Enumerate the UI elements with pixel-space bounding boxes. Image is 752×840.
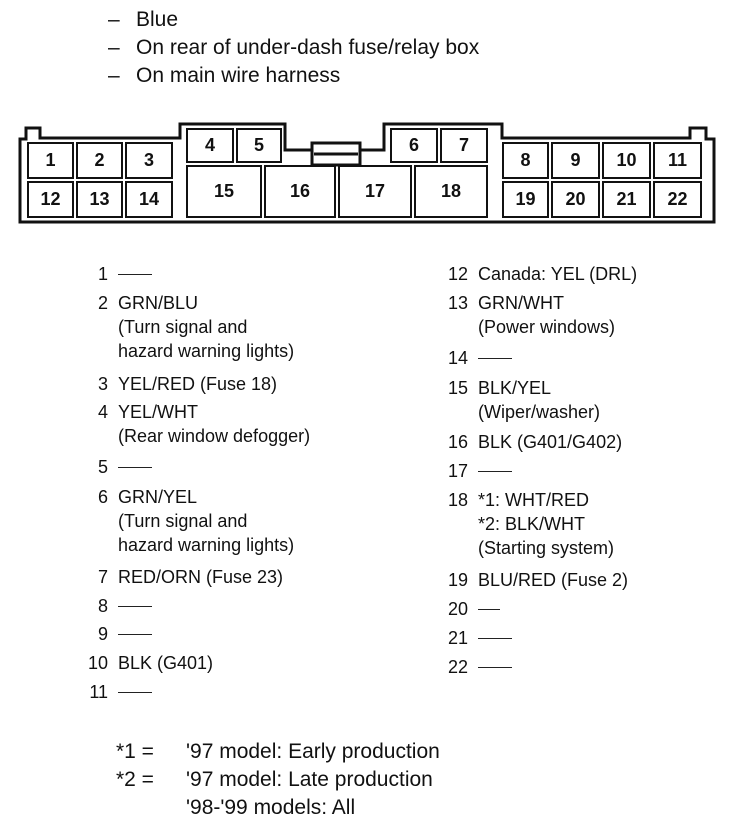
blank-wire-mark [118, 606, 152, 607]
pin-description: hazard warning lights) [118, 535, 295, 555]
blank-wire-mark [478, 609, 500, 610]
header-text-harness: On main wire harness [136, 64, 341, 87]
footnotes [116, 738, 440, 822]
pin-entry-22 [447, 655, 512, 679]
cavity-13: 13 [76, 181, 123, 218]
cavity-7: 7 [440, 128, 488, 163]
pin-entry-5 [97, 455, 152, 479]
footnote-1 [116, 738, 440, 766]
pin-description: (Turn signal and [118, 511, 248, 531]
pin-entry-3 [97, 372, 278, 396]
footnote-2 [116, 766, 440, 794]
pin-entry-4 [97, 400, 311, 448]
pin-wire-color: GRN/WHT [478, 293, 564, 313]
pin-description: (Wiper/washer) [478, 402, 601, 422]
pin-wire-color: YEL/RED (Fuse 18) [118, 374, 278, 394]
cavity-12: 12 [27, 181, 74, 218]
dash-mark: – [108, 8, 120, 31]
pin-description: (Rear window defogger) [118, 426, 311, 446]
blank-wire-mark [478, 471, 512, 472]
pin-number: 11 [89, 682, 108, 702]
cavity-6: 6 [390, 128, 438, 163]
cavity-21: 21 [602, 181, 651, 218]
dash-mark: – [108, 64, 120, 87]
pin-description: (Starting system) [478, 538, 615, 558]
footnote-text: '97 model: Early production [186, 740, 440, 763]
pin-number: 20 [447, 599, 468, 619]
pin-entry-19 [447, 568, 629, 592]
pin-entry-9 [97, 622, 152, 646]
pin-wire-color: RED/ORN (Fuse 23) [118, 567, 284, 587]
cavity-4: 4 [186, 128, 234, 163]
pin-wire-color: GRN/YEL [118, 487, 198, 507]
cavity-9: 9 [551, 142, 600, 179]
pin-number: 16 [447, 432, 468, 452]
pin-entry-20 [447, 597, 500, 621]
pin-description: hazard warning lights) [118, 341, 295, 361]
cavity-18: 18 [414, 165, 488, 218]
pin-entry-16 [447, 430, 623, 454]
pin-wire-color: GRN/BLU [118, 293, 199, 313]
pin-entry-7 [97, 565, 284, 589]
pin-number: 14 [447, 348, 468, 368]
pin-number: 6 [97, 487, 108, 507]
pin-entry-10 [87, 651, 214, 675]
cavity-15: 15 [186, 165, 262, 218]
cavity-11: 11 [653, 142, 702, 179]
cavity-10: 10 [602, 142, 651, 179]
pin-wire-color: BLU/RED (Fuse 2) [478, 570, 629, 590]
cavity-14: 14 [125, 181, 173, 218]
blank-wire-mark [478, 358, 512, 359]
pin-number: 12 [447, 264, 468, 284]
pin-entry-6 [97, 485, 295, 557]
cavity-3: 3 [125, 142, 173, 179]
pin-description: (Turn signal and [118, 317, 248, 337]
pin-entry-15 [447, 376, 601, 424]
pin-wire-color: *2: BLK/WHT [478, 514, 586, 534]
pin-entry-8 [97, 594, 152, 618]
pin-wire-color: BLK/YEL [478, 378, 552, 398]
pin-number: 3 [97, 374, 108, 394]
pin-wire-color: BLK (G401) [118, 653, 214, 673]
cavity-16: 16 [264, 165, 336, 218]
pin-number: 8 [97, 596, 108, 616]
pin-entry-18 [447, 488, 615, 560]
pin-number: 19 [447, 570, 468, 590]
pin-number: 1 [97, 264, 108, 284]
cavity-5: 5 [236, 128, 282, 163]
pin-entry-11 [89, 680, 152, 704]
blank-wire-mark [118, 467, 152, 468]
blank-wire-mark [478, 667, 512, 668]
pin-entry-17 [447, 459, 512, 483]
pin-entry-14 [447, 346, 512, 370]
footnote-text: '98-'99 models: All [186, 796, 356, 819]
pin-entry-2 [97, 291, 295, 363]
cavity-2: 2 [76, 142, 123, 179]
pin-number: 13 [447, 293, 468, 313]
pin-description: (Power windows) [478, 317, 616, 337]
pin-number: 2 [97, 293, 108, 313]
cavity-19: 19 [502, 181, 549, 218]
blank-wire-mark [118, 692, 152, 693]
cavity-8: 8 [502, 142, 549, 179]
pin-number: 17 [447, 461, 468, 481]
pin-number: 15 [447, 378, 468, 398]
header-text-location: On rear of under-dash fuse/relay box [136, 36, 480, 59]
pin-number: 10 [87, 653, 108, 673]
pin-wire-color: *1: WHT/RED [478, 490, 590, 510]
cavity-20: 20 [551, 181, 600, 218]
pin-wire-color: Canada: YEL (DRL) [478, 264, 638, 284]
pin-number: 7 [97, 567, 108, 587]
connector-face [0, 0, 752, 240]
pin-number: 21 [447, 628, 468, 648]
footnote-text: '97 model: Late production [186, 768, 433, 791]
pin-number: 22 [447, 657, 468, 677]
cavity-22: 22 [653, 181, 702, 218]
footnote-2-continued [116, 794, 440, 822]
footnote-key: *1 = [116, 740, 154, 763]
pin-entry-1 [97, 262, 152, 286]
blank-wire-mark [478, 638, 512, 639]
pin-wire-color: YEL/WHT [118, 402, 199, 422]
blank-wire-mark [118, 274, 152, 275]
pin-number: 18 [447, 490, 468, 510]
dash-mark: – [108, 36, 120, 59]
pin-number: 4 [97, 402, 108, 422]
pin-number: 5 [97, 457, 108, 477]
pin-entry-21 [447, 626, 512, 650]
pin-entry-13 [447, 291, 616, 339]
header-text-color: Blue [136, 8, 179, 31]
footnote-key: *2 = [116, 768, 154, 791]
cavity-1: 1 [27, 142, 74, 179]
blank-wire-mark [118, 634, 152, 635]
cavity-17: 17 [338, 165, 412, 218]
pin-number: 9 [97, 624, 108, 644]
pin-wire-color: BLK (G401/G402) [478, 432, 623, 452]
pin-entry-12 [447, 262, 638, 286]
